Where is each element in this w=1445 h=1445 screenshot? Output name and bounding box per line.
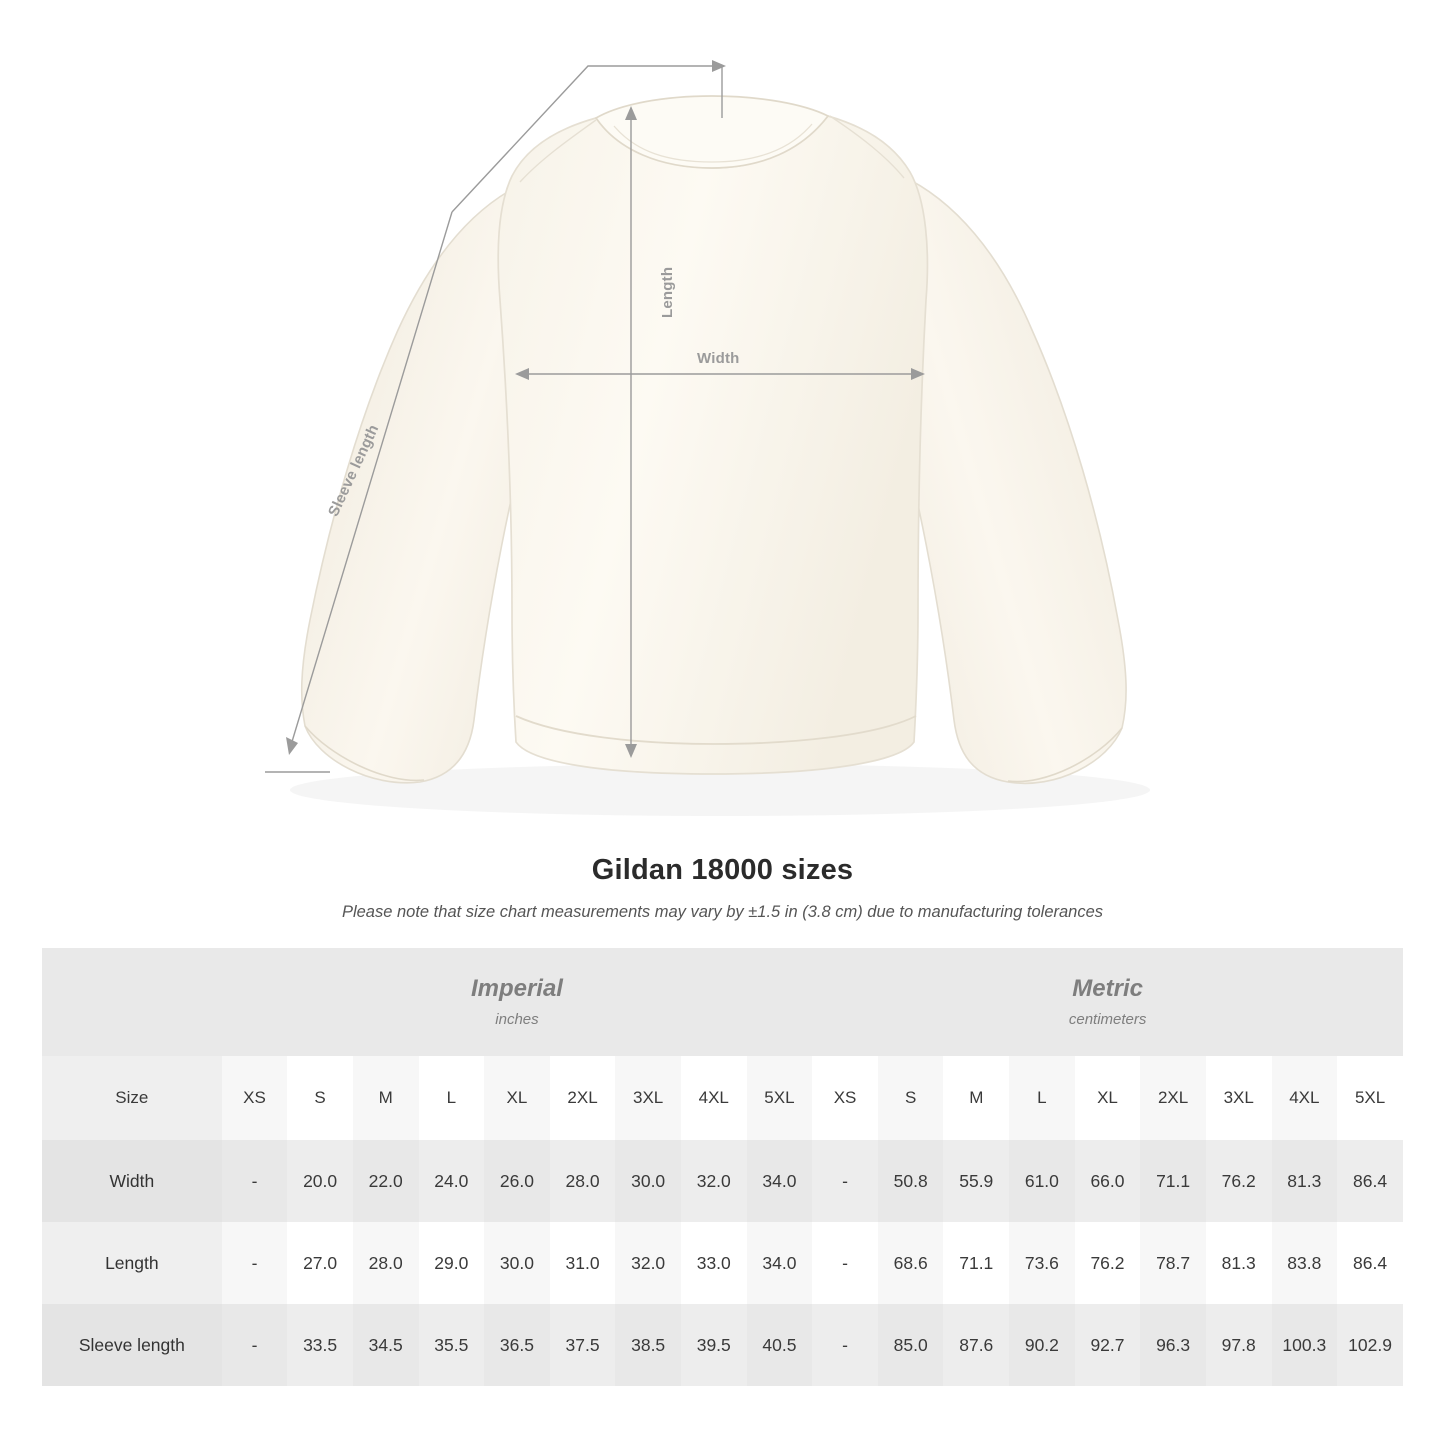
- cell-width-imp-8: 34.0: [747, 1140, 813, 1222]
- table-row: [42, 1222, 1403, 1304]
- cell-sleeve-met-8: 102.9: [1337, 1304, 1403, 1386]
- cell-length-imp-1: 27.0: [287, 1222, 353, 1304]
- header-size-met-2: M: [943, 1056, 1009, 1140]
- unit-spacer: [42, 948, 222, 1056]
- cell-length-imp-4: 30.0: [484, 1222, 550, 1304]
- width-label: Width: [697, 350, 740, 367]
- cell-length-imp-6: 32.0: [615, 1222, 681, 1304]
- length-label: Length: [659, 266, 676, 318]
- row-label-width: Width: [42, 1140, 222, 1222]
- cell-width-met-4: 66.0: [1075, 1140, 1141, 1222]
- header-size-imp-4: XL: [484, 1056, 550, 1140]
- cell-length-met-6: 81.3: [1206, 1222, 1272, 1304]
- cell-sleeve-met-2: 87.6: [943, 1304, 1009, 1386]
- cell-length-met-8: 86.4: [1337, 1222, 1403, 1304]
- cell-width-met-6: 76.2: [1206, 1140, 1272, 1222]
- cell-width-met-5: 71.1: [1140, 1140, 1206, 1222]
- cell-length-met-2: 71.1: [943, 1222, 1009, 1304]
- cell-sleeve-imp-3: 35.5: [419, 1304, 485, 1386]
- cell-sleeve-met-1: 85.0: [878, 1304, 944, 1386]
- cell-sleeve-imp-5: 37.5: [550, 1304, 616, 1386]
- cell-sleeve-imp-4: 36.5: [484, 1304, 550, 1386]
- unit-metric-sub: centimeters: [1068, 1010, 1147, 1028]
- cell-sleeve-met-4: 92.7: [1075, 1304, 1141, 1386]
- header-size-met-1: S: [878, 1056, 944, 1140]
- unit-metric: [812, 948, 1403, 1056]
- cell-length-met-5: 78.7: [1140, 1222, 1206, 1304]
- cell-length-imp-5: 31.0: [550, 1222, 616, 1304]
- header-size-met-3: L: [1009, 1056, 1075, 1140]
- unit-imperial-sub: inches: [495, 1010, 539, 1028]
- row-label-sleeve-length: Sleeve length: [42, 1304, 222, 1386]
- header-size-label: Size: [42, 1056, 222, 1140]
- cell-width-imp-2: 22.0: [353, 1140, 419, 1222]
- cell-length-imp-7: 33.0: [681, 1222, 747, 1304]
- cell-sleeve-imp-7: 39.5: [681, 1304, 747, 1386]
- cell-length-imp-8: 34.0: [747, 1222, 813, 1304]
- tolerance-note: Please note that size chart measurements may vary by ±1.5 in (3.8 cm) due to manufacturing tolerances: [341, 903, 1104, 921]
- cell-width-met-0: -: [812, 1140, 878, 1222]
- table-row: [42, 1140, 1403, 1222]
- header-size-met-0: XS: [812, 1056, 878, 1140]
- cell-width-imp-1: 20.0: [287, 1140, 353, 1222]
- unit-imperial-name: Imperial: [470, 975, 563, 1003]
- size-table: [42, 948, 1403, 1386]
- row-label-length: Length: [42, 1222, 222, 1304]
- cell-width-imp-4: 26.0: [484, 1140, 550, 1222]
- cell-sleeve-met-5: 96.3: [1140, 1304, 1206, 1386]
- cell-width-met-8: 86.4: [1337, 1140, 1403, 1222]
- cell-width-imp-0: -: [222, 1140, 288, 1222]
- cell-width-met-2: 55.9: [943, 1140, 1009, 1222]
- cell-length-imp-2: 28.0: [353, 1222, 419, 1304]
- cell-sleeve-met-3: 90.2: [1009, 1304, 1075, 1386]
- cell-width-imp-6: 30.0: [615, 1140, 681, 1222]
- cell-length-met-7: 83.8: [1272, 1222, 1338, 1304]
- unit-metric-name: Metric: [1072, 975, 1143, 1003]
- cell-sleeve-met-6: 97.8: [1206, 1304, 1272, 1386]
- unit-imperial: [222, 948, 813, 1056]
- cell-sleeve-imp-6: 38.5: [615, 1304, 681, 1386]
- cell-length-met-4: 76.2: [1075, 1222, 1141, 1304]
- cell-width-imp-7: 32.0: [681, 1140, 747, 1222]
- cell-length-imp-3: 29.0: [419, 1222, 485, 1304]
- cell-width-imp-5: 28.0: [550, 1140, 616, 1222]
- page-title: Gildan 18000 sizes: [591, 854, 854, 886]
- size-table-wrap: [42, 948, 1403, 1386]
- title-block: [0, 854, 1445, 922]
- cell-sleeve-imp-1: 33.5: [287, 1304, 353, 1386]
- header-size-imp-1: S: [287, 1056, 353, 1140]
- cell-sleeve-met-7: 100.3: [1272, 1304, 1338, 1386]
- header-size-imp-3: L: [419, 1056, 485, 1140]
- table-row: [42, 1304, 1403, 1386]
- header-size-imp-2: M: [353, 1056, 419, 1140]
- cell-length-met-3: 73.6: [1009, 1222, 1075, 1304]
- cell-width-met-1: 50.8: [878, 1140, 944, 1222]
- cell-length-imp-0: -: [222, 1222, 288, 1304]
- header-size-met-6: 3XL: [1206, 1056, 1272, 1140]
- cell-width-met-3: 61.0: [1009, 1140, 1075, 1222]
- header-size-met-8: 5XL: [1337, 1056, 1403, 1140]
- sleeve-length-label: Sleeve length: [325, 421, 383, 520]
- cell-length-met-1: 68.6: [878, 1222, 944, 1304]
- cell-sleeve-imp-0: -: [222, 1304, 288, 1386]
- header-size-imp-6: 3XL: [615, 1056, 681, 1140]
- header-size-met-5: 2XL: [1140, 1056, 1206, 1140]
- body: [498, 116, 927, 774]
- size-header-row: [42, 1056, 1403, 1140]
- cell-width-met-7: 81.3: [1272, 1140, 1338, 1222]
- unit-header-row: [42, 948, 1403, 1056]
- header-size-imp-0: XS: [222, 1056, 288, 1140]
- cell-width-imp-3: 24.0: [419, 1140, 485, 1222]
- header-size-met-4: XL: [1075, 1056, 1141, 1140]
- cell-sleeve-imp-2: 34.5: [353, 1304, 419, 1386]
- header-size-imp-8: 5XL: [747, 1056, 813, 1140]
- cell-length-met-0: -: [812, 1222, 878, 1304]
- header-size-imp-5: 2XL: [550, 1056, 616, 1140]
- header-size-imp-7: 4XL: [681, 1056, 747, 1140]
- header-size-met-7: 4XL: [1272, 1056, 1338, 1140]
- cell-sleeve-imp-8: 40.5: [747, 1304, 813, 1386]
- cell-sleeve-met-0: -: [812, 1304, 878, 1386]
